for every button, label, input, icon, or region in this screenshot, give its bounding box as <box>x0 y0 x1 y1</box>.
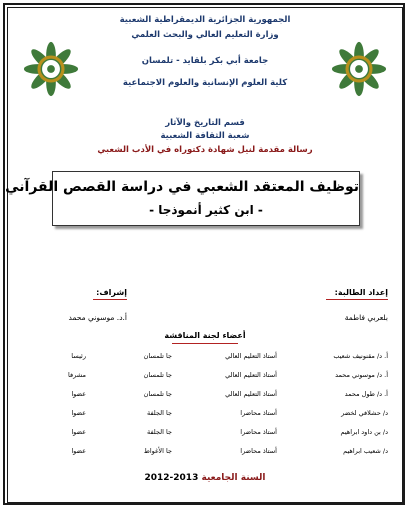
student-name: بلعربي فاطمة <box>344 313 388 322</box>
member-name: أ. د/ موسوني محمد <box>335 371 388 379</box>
university-line: جامعة أبي بكر بلقايد - تلمسان <box>141 56 269 66</box>
student-label: إعداد الطالبة: <box>334 288 388 297</box>
thesis-note: رسالة مقدمة لنيل شهادة دكتوراه في الأدب الشعبي <box>97 145 313 155</box>
member-role: مشرفا <box>68 371 86 379</box>
ministry-line: وزارة التعليم العالي والبحث العلمي <box>131 30 279 40</box>
member-role: عضوا <box>71 409 86 417</box>
student-label-underline <box>326 299 388 300</box>
member-institution: جا الجلفة <box>147 428 172 436</box>
member-rank: أستاذ محاضرا <box>240 409 277 417</box>
member-rank: أستاذ محاضرا <box>240 428 277 436</box>
member-rank: أستاذ التعليم العالي <box>225 352 277 360</box>
committee-heading: أعضاء لجنة المناقشة <box>164 331 246 340</box>
member-role: رئيسا <box>71 352 86 360</box>
thesis-title-box <box>5 171 360 226</box>
member-name: د/ حشلافي لخضر <box>341 409 388 417</box>
member-institution: جا الجلفة <box>147 409 172 417</box>
academic-year-label: السنة الجامعية <box>201 473 266 483</box>
committee-heading-underline <box>172 343 238 344</box>
member-institution: جا تلمسان <box>143 390 172 398</box>
supervisor-name: أ.د. موسوني محمد <box>68 313 127 322</box>
university-emblem-left-icon <box>22 40 80 98</box>
member-role: عضوا <box>71 447 86 455</box>
member-name: د/ بن داود ابراهيم <box>340 428 388 436</box>
member-institution: جا تلمسان <box>143 352 172 360</box>
faculty-line: كلية العلوم الإنسانية والعلوم الاجتماعية <box>122 78 288 88</box>
member-name: أ. د/ طول محمد <box>344 390 388 398</box>
member-institution: جا تلمسان <box>143 371 172 379</box>
university-emblem-right-icon <box>330 40 388 98</box>
member-name: أ. د/ مقنونيف شعيب <box>333 352 388 360</box>
member-name: د/ شعيب ابراهيم <box>343 447 388 455</box>
member-rank: أستاذ محاضرا <box>240 447 277 455</box>
branch-line: شعبة الثقافة الشعبية <box>160 131 250 141</box>
member-role: عضوا <box>71 428 86 436</box>
academic-year-value: 2012-2013 <box>144 473 199 483</box>
member-rank: أستاذ التعليم العالي <box>225 371 277 379</box>
member-role: عضوا <box>71 390 86 398</box>
member-rank: أستاذ التعليم العالي <box>225 390 277 398</box>
academic-year <box>0 473 410 483</box>
member-institution: جا الأغواط <box>143 447 172 455</box>
thesis-subtitle: - ابن كثير أنموذجا - <box>149 203 263 217</box>
department-line: قسم التاريخ والآثار <box>165 118 245 128</box>
republic-line: الجمهورية الجزائرية الديمقراطية الشعبية <box>119 15 291 25</box>
supervisor-label: إشراف: <box>96 288 127 297</box>
supervisor-label-underline <box>93 299 127 300</box>
thesis-title: توظيف المعتقد الشعبي في دراسة القصص القرآني <box>5 179 359 195</box>
